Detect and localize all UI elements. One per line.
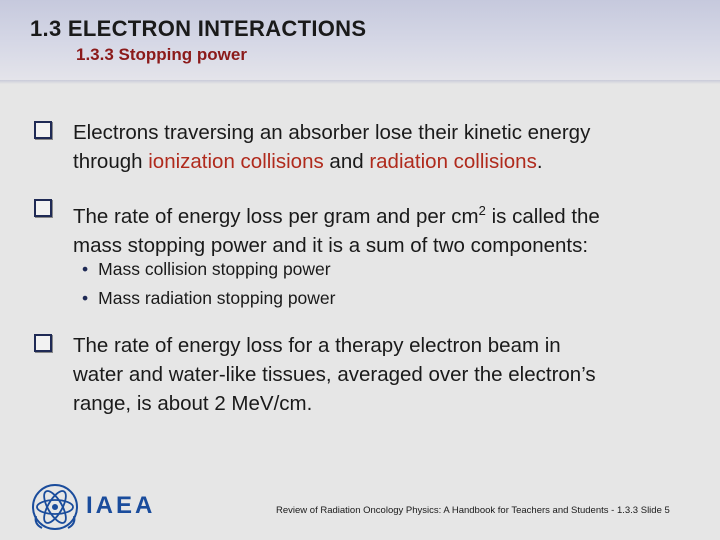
bullet-text: The rate of energy loss per gram and per $cm^2$ is called the mass stopping power and it is a sum of two components:: [73, 203, 600, 257]
highlight-term: radiation collisions: [369, 150, 537, 173]
sub-list-item: • Mass radiation stopping power: [82, 288, 336, 308]
bullet-dot-icon: •: [82, 259, 89, 279]
checkbox-bullet-icon: [34, 121, 52, 139]
checkbox-bullet-icon: [34, 334, 52, 352]
bullet-text: Electrons traversing an absorber lose their kinetic energy through ionization collisions and radiation collisions.: [73, 121, 591, 173]
footer-citation: Review of Radiation Oncology Physics: A Handbook for Teachers and Students - 1.3.3 Slide 5: [276, 505, 670, 516]
highlight-term: ionization collisions: [148, 150, 324, 173]
slide-title: 1.3 ELECTRON INTERACTIONS: [30, 16, 367, 41]
bullet-item: [34, 118, 674, 176]
iaea-emblem-icon: [30, 482, 80, 532]
bullet-item: [34, 331, 674, 418]
checkbox-bullet-icon: [34, 199, 52, 217]
bullet-dot-icon: •: [82, 288, 89, 308]
iaea-logo-text: IAEA: [86, 492, 156, 519]
header-divider: [0, 80, 720, 84]
bullet-text: The rate of energy loss for a therapy electron beam in water and water-like tissues, averaged over the electron’s range, is about 2 MeV/cm.: [73, 334, 596, 415]
slide-subtitle: 1.3.3 Stopping power: [76, 45, 247, 64]
bullet-item: [34, 196, 674, 260]
sub-list-item: • Mass collision stopping power: [82, 259, 331, 279]
